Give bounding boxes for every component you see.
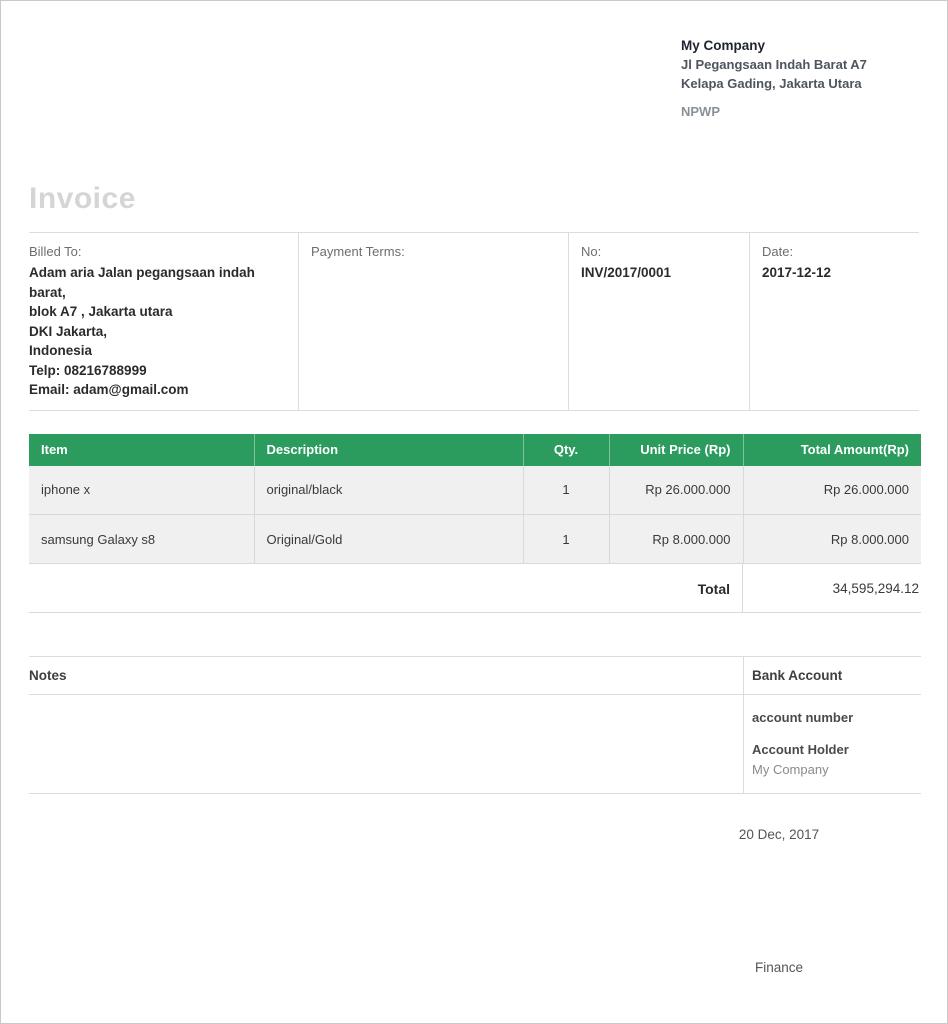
notes-body: [29, 695, 743, 793]
company-npwp-label: NPWP: [681, 104, 720, 119]
grand-total-value: 34,595,294.12: [832, 581, 919, 596]
signature-block: [639, 826, 919, 977]
items-table-body: [29, 466, 921, 564]
cell-description: Original/Gold: [254, 515, 523, 564]
items-table: [29, 434, 921, 565]
notes-column: [29, 657, 743, 793]
table-row: [29, 466, 921, 515]
notes-bank-section: [29, 656, 921, 794]
cell-qty: 1: [523, 515, 609, 564]
billed-to-line: Indonesia: [29, 343, 93, 358]
column-header-unit-price: Unit Price (Rp): [609, 434, 743, 466]
billed-to-label: Billed To:: [29, 244, 82, 259]
invoice-number-label: No:: [581, 244, 602, 259]
grand-total-row: [29, 564, 921, 613]
table-row: [29, 515, 921, 564]
invoice-info-grid: [29, 232, 919, 411]
account-holder-label: Account Holder: [752, 742, 849, 757]
bank-account-label: Bank Account: [744, 657, 921, 695]
invoice-date-value: 2017-12-12: [762, 265, 832, 280]
billed-to-line: DKI Jakarta,: [29, 323, 108, 339]
company-address-line2: Kelapa Gading, Jakarta Utara: [681, 76, 862, 91]
cell-total-amount: Rp 26.000.000: [743, 466, 921, 515]
cell-item: samsung Galaxy s8: [29, 515, 254, 564]
billed-to-line: blok A7 , Jakarta utara: [29, 304, 173, 319]
column-header-item: Item: [29, 434, 254, 466]
cell-item: iphone x: [29, 466, 254, 515]
billed-to-line: Email: adam@gmail.com: [29, 382, 189, 397]
cell-total-amount: Rp 8.000.000: [743, 515, 921, 564]
grand-total-label: Total: [29, 564, 743, 613]
notes-label: Notes: [29, 657, 743, 695]
items-table-header: [29, 434, 921, 466]
cell-description: original/black: [254, 466, 523, 515]
bank-account-column: [743, 657, 921, 793]
invoice-number-value: INV/2017/0001: [581, 265, 672, 280]
bank-account-body: [744, 695, 921, 793]
cell-unit-price: Rp 8.000.000: [609, 515, 743, 564]
billed-to-cell: [29, 233, 298, 410]
column-header-qty: Qty.: [523, 434, 609, 466]
company-header: [681, 37, 919, 119]
company-name: My Company: [681, 38, 766, 53]
billed-to-line: Adam aria Jalan pegangsaan indah barat,: [29, 265, 255, 300]
invoice-date-label: Date:: [762, 244, 794, 259]
invoice-number-cell: [568, 233, 749, 410]
payment-terms-label: Payment Terms:: [311, 244, 405, 259]
billed-to-line: Telp: 08216788999: [29, 362, 147, 378]
account-holder-value: My Company: [752, 762, 829, 777]
signature-role: Finance: [754, 960, 804, 975]
signature-date: 20 Dec, 2017: [738, 827, 820, 842]
account-number-label: account number: [752, 710, 854, 725]
company-address-line1: Jl Pegangsaan Indah Barat A7: [681, 57, 867, 72]
payment-terms-cell: [298, 233, 568, 410]
cell-unit-price: Rp 26.000.000: [609, 466, 743, 515]
column-header-description: Description: [254, 434, 523, 466]
page-title: Invoice: [29, 182, 136, 215]
cell-qty: 1: [523, 466, 609, 515]
invoice-date-cell: [749, 233, 921, 410]
column-header-total-amount: Total Amount(Rp): [743, 434, 921, 466]
billed-to-address: [29, 263, 286, 400]
